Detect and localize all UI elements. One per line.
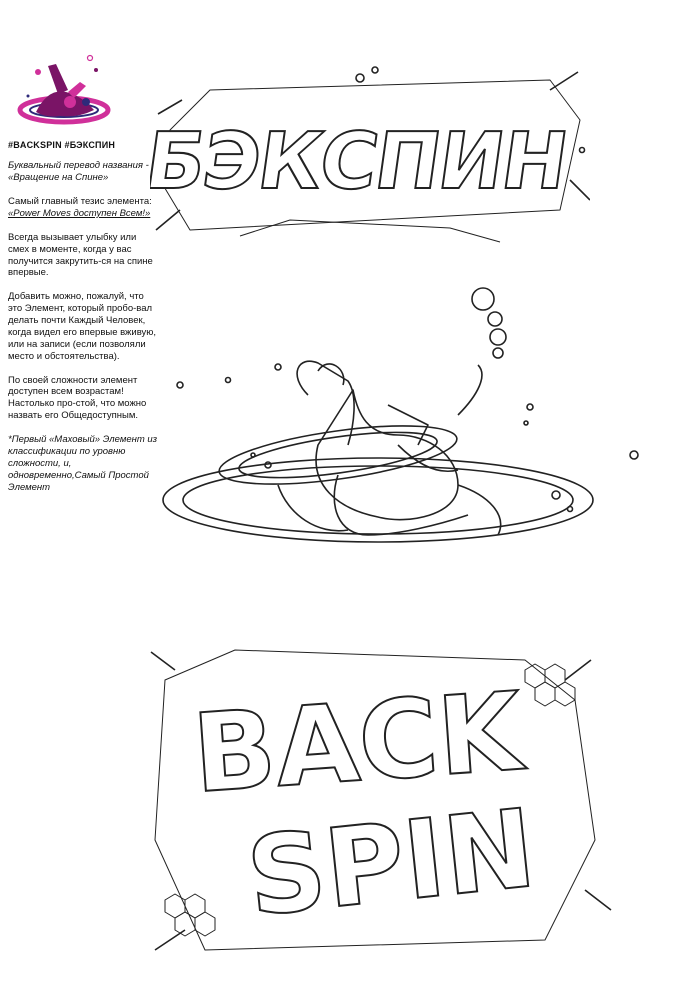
graffiti-bottom-word-line1: BACK [189,669,526,818]
thesis-quote: «Power Moves доступен Всем!» [8,207,151,219]
translation-label: Буквальный перевод названия - «Вращение на Спине» [8,160,149,184]
graffiti-bottom-piece [145,640,615,960]
graffiti-top-word: БЭКСПИН [150,116,572,207]
sidebar [8,52,158,505]
hashtags: #BACKSPIN #БЭКСПИН [8,140,116,150]
graffiti-bottom-word-line2: SPIN [241,786,541,941]
footnote: *Первый «Маховый» Элемент из классификации по уровню сложности, и, одновременно,Самый Простой Элемент [8,434,158,493]
paragraph-difficulty: По своей сложности элемент доступен всем возрастам! Настолько про-стой, что можно назвать его Общедоступным. [8,374,147,422]
dancer-illustration-icon [158,285,668,585]
thesis-block [8,196,158,220]
paragraph-everyone: Добавить можно, пожалуй, что это Элемент, который пробо-вал делать почти Каждый Человек, когда видел его впервые вживую, или на записи (если позволяли место и обстоятельства). [8,291,157,362]
backspin-thumbnail-icon [8,52,120,132]
thesis-label: Самый главный тезис элемента: [8,196,152,207]
graffiti-top-piece [150,60,590,250]
paragraph-smile: Всегда вызывает улыбку или смех в моменте, когда у вас получится закрутить-ся на спине впервые. [8,231,153,279]
